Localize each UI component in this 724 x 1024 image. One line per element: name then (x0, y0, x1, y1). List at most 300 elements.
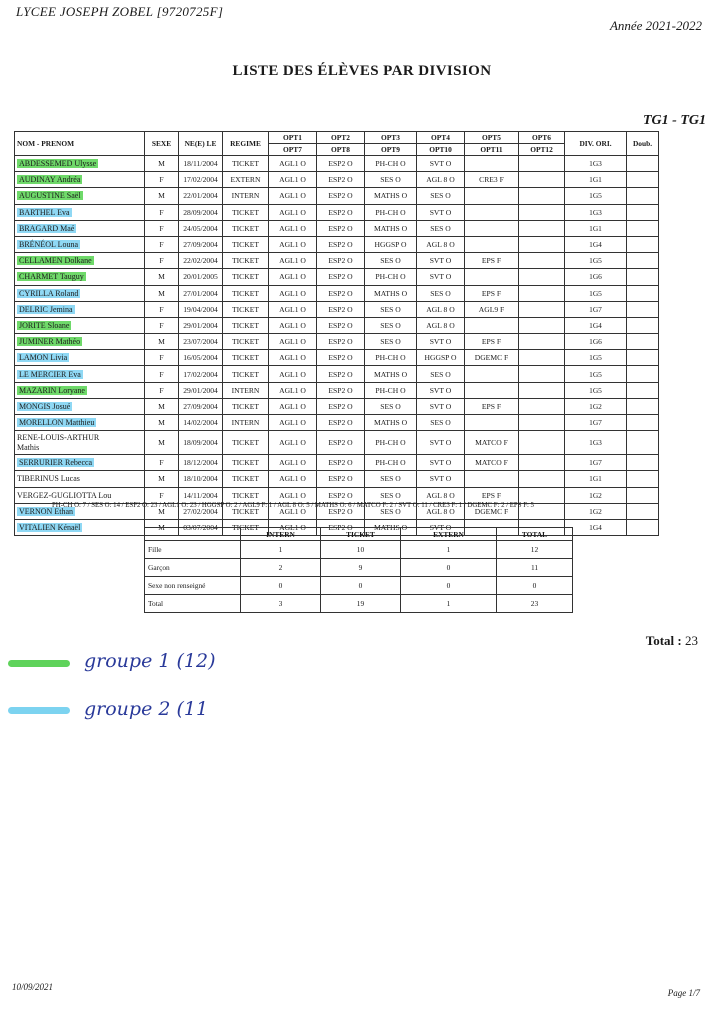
opt4-cell: SES O (417, 366, 465, 382)
col-header-opt9: OPT9 (365, 144, 417, 156)
student-name: MONGIS Josué (19, 401, 71, 411)
page-title: LISTE DES ÉLÈVES PAR DIVISION (232, 63, 492, 79)
regime-cell: TICKET (223, 398, 269, 414)
stats-cell: 0 (321, 577, 401, 595)
student-name: VERGEZ-GUGLIOTTA Lou (17, 490, 112, 500)
doublant-cell (627, 366, 659, 382)
sexe-cell: M (145, 285, 179, 301)
student-name: VERNON Ethan (19, 506, 73, 516)
col-header-opt4: OPT4 (417, 132, 465, 144)
opt2-cell: ESP2 O (317, 253, 365, 269)
opt3-cell: PH-CH O (365, 204, 417, 220)
regime-cell: TICKET (223, 366, 269, 382)
regime-cell: TICKET (223, 317, 269, 333)
opt4-cell: SVT O (417, 519, 465, 535)
regime-cell: TICKET (223, 204, 269, 220)
opt1-cell: AGL1 O (269, 188, 317, 204)
opt1-cell: AGL1 O (269, 519, 317, 535)
opt3-cell: SES O (365, 487, 417, 503)
sexe-cell: F (145, 487, 179, 503)
sexe-cell: M (145, 334, 179, 350)
regime-cell: TICKET (223, 519, 269, 535)
opt2-cell: ESP2 O (317, 398, 365, 414)
regime-cell: TICKET (223, 253, 269, 269)
opt4-cell: SVT O (417, 156, 465, 172)
student-name: MAZARIN Loryane (19, 385, 85, 395)
div-origin-cell: 1G5 (565, 285, 627, 301)
birthdate-cell: 18/10/2004 (179, 471, 223, 487)
opt1-cell: AGL1 O (269, 471, 317, 487)
birthdate-cell: 16/05/2004 (179, 350, 223, 366)
opt3-cell: SES O (365, 301, 417, 317)
opt5-cell (465, 204, 519, 220)
col-header-doub: Doub. (627, 132, 659, 156)
sexe-cell: M (145, 415, 179, 431)
student-name: TIBERINUS Lucas (17, 474, 80, 484)
student-name-cell (15, 156, 145, 172)
birthdate-cell: 18/09/2004 (179, 431, 223, 455)
opt1-cell: AGL1 O (269, 204, 317, 220)
opt3-cell: PH-CH O (365, 350, 417, 366)
opt6-cell (519, 398, 565, 414)
stats-row-label: Garçon (145, 559, 241, 577)
opt6-cell (519, 285, 565, 301)
div-origin-cell: 1G1 (565, 471, 627, 487)
stats-header-total: TOTAL (497, 528, 573, 541)
regime-cell: INTERN (223, 188, 269, 204)
doublant-cell (627, 350, 659, 366)
col-header-name: NOM - PRENOM (15, 132, 145, 156)
regime-cell: INTERN (223, 382, 269, 398)
doublant-cell (627, 334, 659, 350)
doublant-cell (627, 471, 659, 487)
opt4-cell: SVT O (417, 334, 465, 350)
regime-cell: TICKET (223, 285, 269, 301)
division-label: TG1 - TG1 (643, 113, 706, 128)
opt1-cell: AGL1 O (269, 156, 317, 172)
student-name-cell (15, 415, 145, 431)
opt2-cell: ESP2 O (317, 487, 365, 503)
div-origin-cell: 1G5 (565, 382, 627, 398)
student-name-cell (15, 350, 145, 366)
stats-rows (145, 541, 573, 613)
opt6-cell (519, 172, 565, 188)
opt3-cell: HGGSP O (365, 236, 417, 252)
sexe-cell: M (145, 398, 179, 414)
opt6-cell (519, 334, 565, 350)
stats-cell: 19 (321, 595, 401, 613)
stats-cell: 2 (241, 559, 321, 577)
opt2-cell: ESP2 O (317, 156, 365, 172)
opt5-cell: MATCO F (465, 431, 519, 455)
stats-cell: 11 (497, 559, 573, 577)
opt4-cell: SES O (417, 220, 465, 236)
opt5-cell (465, 156, 519, 172)
birthdate-cell: 18/11/2004 (179, 156, 223, 172)
student-name: AUGUSTINE Saël (19, 191, 81, 201)
opt5-cell (465, 471, 519, 487)
opt4-cell: AGL 8 O (417, 487, 465, 503)
footer-page-number: Page 1/7 (667, 988, 700, 998)
doublant-cell (627, 301, 659, 317)
doublant-cell (627, 156, 659, 172)
opt5-cell: AGL9 F (465, 301, 519, 317)
opt6-cell (519, 301, 565, 317)
birthdate-cell: 20/01/2005 (179, 269, 223, 285)
doublant-cell (627, 503, 659, 519)
table-row (15, 236, 659, 252)
opt6-cell (519, 350, 565, 366)
birthdate-cell: 22/01/2004 (179, 188, 223, 204)
opt2-cell: ESP2 O (317, 471, 365, 487)
regime-cell: TICKET (223, 431, 269, 455)
sexe-cell: M (145, 156, 179, 172)
opt5-cell (465, 366, 519, 382)
student-name-cell (15, 334, 145, 350)
doublant-cell (627, 253, 659, 269)
opt2-cell: ESP2 O (317, 350, 365, 366)
opt6-cell (519, 269, 565, 285)
student-name: DELRIC Jemina (19, 304, 73, 314)
opt5-cell (465, 415, 519, 431)
opt1-cell: AGL1 O (269, 398, 317, 414)
div-origin-cell: 1G4 (565, 519, 627, 535)
sexe-cell: M (145, 471, 179, 487)
birthdate-cell: 19/04/2004 (179, 301, 223, 317)
student-name-cell (15, 431, 145, 455)
birthdate-cell: 27/01/2004 (179, 285, 223, 301)
opt1-cell: AGL1 O (269, 285, 317, 301)
doublant-cell (627, 172, 659, 188)
sexe-cell: M (145, 188, 179, 204)
col-header-opt3: OPT3 (365, 132, 417, 144)
div-origin-cell: 1G7 (565, 301, 627, 317)
regime-cell: TICKET (223, 334, 269, 350)
student-name-cell (15, 366, 145, 382)
stats-row (145, 595, 573, 613)
opt6-cell (519, 204, 565, 220)
student-name: CYRILLA Roland (19, 288, 79, 298)
student-name-cell (15, 172, 145, 188)
group2-handwritten-note: groupe 2 (11 (84, 698, 209, 720)
group2-color-swatch (8, 707, 70, 714)
student-name-cell (15, 269, 145, 285)
student-name: AUDINAY Andréa (19, 175, 81, 185)
opt5-cell (465, 188, 519, 204)
col-header-sexe: SEXE (145, 132, 179, 156)
opt5-cell: EPS F (465, 487, 519, 503)
student-name: MORELLON Matthieu (19, 418, 95, 428)
opt3-cell: SES O (365, 317, 417, 333)
opt4-cell: SES O (417, 188, 465, 204)
div-origin-cell: 1G3 (565, 431, 627, 455)
stats-table (144, 527, 573, 613)
regime-cell: TICKET (223, 156, 269, 172)
opt1-cell: AGL1 O (269, 269, 317, 285)
student-name: CHARMET Tauguy (19, 272, 84, 282)
opt4-cell: AGL 8 O (417, 317, 465, 333)
birthdate-cell: 17/02/2004 (179, 366, 223, 382)
div-origin-cell: 1G6 (565, 334, 627, 350)
opt5-cell: DGEMC F (465, 503, 519, 519)
doublant-cell (627, 285, 659, 301)
opt5-cell: EPS F (465, 285, 519, 301)
regime-cell: TICKET (223, 471, 269, 487)
opt4-cell: SVT O (417, 269, 465, 285)
opt3-cell: SES O (365, 253, 417, 269)
sexe-cell: M (145, 431, 179, 455)
stats-header-extern: EXTERN (401, 528, 497, 541)
opt1-cell: AGL1 O (269, 350, 317, 366)
sexe-cell: F (145, 172, 179, 188)
total-count (646, 633, 698, 649)
opt4-cell: SVT O (417, 471, 465, 487)
opt5-cell (465, 269, 519, 285)
doublant-cell (627, 487, 659, 503)
regime-cell: TICKET (223, 301, 269, 317)
table-row (15, 269, 659, 285)
opt2-cell: ESP2 O (317, 431, 365, 455)
opt1-cell: AGL1 O (269, 172, 317, 188)
div-origin-cell: 1G3 (565, 204, 627, 220)
opt2-cell: ESP2 O (317, 188, 365, 204)
opt3-cell: PH-CH O (365, 269, 417, 285)
div-origin-cell: 1G2 (565, 398, 627, 414)
student-name: JORITE Sloane (19, 320, 70, 330)
opt6-cell (519, 415, 565, 431)
birthdate-cell: 24/05/2004 (179, 220, 223, 236)
opt1-cell: AGL1 O (269, 503, 317, 519)
student-name: ABDESSEMED Ulysse (19, 159, 97, 169)
table-row (15, 415, 659, 431)
doublant-cell (627, 269, 659, 285)
opt4-cell: SVT O (417, 253, 465, 269)
stats-cell: 1 (401, 595, 497, 613)
col-header-opt2: OPT2 (317, 132, 365, 144)
opt1-cell: AGL1 O (269, 455, 317, 471)
opt6-cell (519, 156, 565, 172)
table-row (15, 382, 659, 398)
opt5-cell: EPS F (465, 398, 519, 414)
student-name: BARTHEL Eva (19, 207, 70, 217)
birthdate-cell: 27/09/2004 (179, 236, 223, 252)
regime-cell: TICKET (223, 487, 269, 503)
doublant-cell (627, 519, 659, 535)
school-name: LYCEE JOSEPH ZOBEL [9720725F] (16, 4, 224, 19)
opt1-cell: AGL1 O (269, 301, 317, 317)
student-table (14, 131, 659, 536)
col-header-regime: REGIME (223, 132, 269, 156)
sexe-cell: F (145, 382, 179, 398)
stats-cell: 1 (241, 541, 321, 559)
div-origin-cell: 1G2 (565, 487, 627, 503)
table-row (15, 366, 659, 382)
col-header-opt1: OPT1 (269, 132, 317, 144)
student-name-cell (15, 471, 145, 487)
stats-cell: 0 (497, 577, 573, 595)
opt4-cell: SVT O (417, 455, 465, 471)
opt2-cell: ESP2 O (317, 455, 365, 471)
opt2-cell: ESP2 O (317, 334, 365, 350)
opt1-cell: AGL1 O (269, 317, 317, 333)
table-row (15, 204, 659, 220)
opt5-cell: MATCO F (465, 455, 519, 471)
opt3-cell: PH-CH O (365, 156, 417, 172)
div-origin-cell: 1G7 (565, 455, 627, 471)
table-row (15, 156, 659, 172)
stats-row-label: Fille (145, 541, 241, 559)
div-origin-cell: 1G3 (565, 156, 627, 172)
student-name-cell (15, 301, 145, 317)
opt2-cell: ESP2 O (317, 236, 365, 252)
student-name-cell (15, 398, 145, 414)
opt2-cell: ESP2 O (317, 415, 365, 431)
div-origin-cell: 1G5 (565, 350, 627, 366)
col-header-ne: NE(E) LE (179, 132, 223, 156)
stats-cell: 3 (241, 595, 321, 613)
student-rows (15, 156, 659, 536)
table-row (15, 253, 659, 269)
opt3-cell: MATHS O (365, 220, 417, 236)
opt4-cell: HGGSP O (417, 350, 465, 366)
birthdate-cell: 03/07/2004 (179, 519, 223, 535)
sexe-cell: F (145, 350, 179, 366)
opt5-cell: DGEMC F (465, 350, 519, 366)
sexe-cell: M (145, 269, 179, 285)
opt1-cell: AGL1 O (269, 253, 317, 269)
opt3-cell: MATHS O (365, 415, 417, 431)
opt6-cell (519, 188, 565, 204)
regime-cell: TICKET (223, 503, 269, 519)
div-origin-cell: 1G5 (565, 366, 627, 382)
opt2-cell: ESP2 O (317, 269, 365, 285)
opt4-cell: SVT O (417, 431, 465, 455)
stats-cell: 23 (497, 595, 573, 613)
birthdate-cell: 17/02/2004 (179, 172, 223, 188)
stats-cell: 0 (241, 577, 321, 595)
regime-cell: TICKET (223, 236, 269, 252)
opt3-cell: SES O (365, 471, 417, 487)
opt2-cell: ESP2 O (317, 204, 365, 220)
opt3-cell: PH-CH O (365, 431, 417, 455)
table-row (15, 172, 659, 188)
footer-date: 10/09/2021 (12, 982, 54, 992)
div-origin-cell: 1G4 (565, 317, 627, 333)
total-value: 23 (685, 633, 698, 648)
opt3-cell: SES O (365, 503, 417, 519)
table-row (15, 350, 659, 366)
table-header (15, 132, 659, 156)
opt6-cell (519, 455, 565, 471)
opt2-cell: ESP2 O (317, 301, 365, 317)
stats-row (145, 577, 573, 595)
sexe-cell: F (145, 236, 179, 252)
student-name: VITALIEN Kénaël (19, 523, 81, 533)
col-header-opt8: OPT8 (317, 144, 365, 156)
opt3-cell: PH-CH O (365, 455, 417, 471)
sexe-cell: F (145, 317, 179, 333)
birthdate-cell: 29/01/2004 (179, 317, 223, 333)
student-name-cell (15, 382, 145, 398)
div-origin-cell: 1G6 (565, 269, 627, 285)
sexe-cell: F (145, 220, 179, 236)
opt6-cell (519, 431, 565, 455)
opt6-cell (519, 317, 565, 333)
opt6-cell (519, 253, 565, 269)
opt5-cell: EPS F (465, 253, 519, 269)
opt1-cell: AGL1 O (269, 220, 317, 236)
opt6-cell (519, 487, 565, 503)
student-name-cell (15, 285, 145, 301)
total-label: Total : (645, 633, 682, 648)
doublant-cell (627, 220, 659, 236)
student-name-cell (15, 236, 145, 252)
div-origin-cell: 1G2 (565, 503, 627, 519)
col-header-div: DIV. ORI. (565, 132, 627, 156)
stats-cell: 0 (401, 577, 497, 595)
div-origin-cell: 1G1 (565, 172, 627, 188)
options-summary: PH-CH O: 7 / SES O: 14 / ESP2 O: 23 / AGL1 O: 23 / HGGSP O: 2 / AGL9 F: 1 / AGL 8 O: 5 / MATHS O: 6 / MATCO F: 2 / SVT O: 11 / CRE3 F: 1 / DGEMC F: 2 / EPS F: 5 (52, 502, 534, 509)
col-header-opt6: OPT6 (519, 132, 565, 144)
opt1-cell: AGL1 O (269, 334, 317, 350)
opt1-cell: AGL1 O (269, 431, 317, 455)
sexe-cell: M (145, 519, 179, 535)
student-name: JUMINER Mathéo (19, 337, 81, 347)
stats-cell: 1 (401, 541, 497, 559)
sexe-cell: F (145, 366, 179, 382)
doublant-cell (627, 415, 659, 431)
student-name: CELLAMEN Dolkane (19, 256, 92, 266)
opt3-cell: PH-CH O (365, 382, 417, 398)
table-row (15, 317, 659, 333)
div-origin-cell: 1G5 (565, 188, 627, 204)
col-header-opt11: OPT11 (465, 144, 519, 156)
opt2-cell: ESP2 O (317, 285, 365, 301)
opt3-cell: MATHS O (365, 519, 417, 535)
opt2-cell: ESP2 O (317, 519, 365, 535)
opt3-cell: MATHS O (365, 188, 417, 204)
regime-cell: TICKET (223, 269, 269, 285)
doublant-cell (627, 398, 659, 414)
sexe-cell: F (145, 301, 179, 317)
student-name: LE MERCIER Eva (19, 369, 81, 379)
regime-cell: INTERN (223, 415, 269, 431)
table-row (15, 301, 659, 317)
sexe-cell: F (145, 253, 179, 269)
opt4-cell: AGL 8 O (417, 301, 465, 317)
opt1-cell: AGL1 O (269, 236, 317, 252)
opt2-cell: ESP2 O (317, 220, 365, 236)
opt6-cell (519, 220, 565, 236)
student-name-cell (15, 519, 145, 535)
group1-color-swatch (8, 660, 70, 667)
div-origin-cell: 1G5 (565, 253, 627, 269)
doublant-cell (627, 188, 659, 204)
birthdate-cell: 23/07/2004 (179, 334, 223, 350)
student-name: LAMON Livia (19, 353, 68, 363)
regime-cell: TICKET (223, 455, 269, 471)
div-origin-cell: 1G7 (565, 415, 627, 431)
doublant-cell (627, 236, 659, 252)
table-row (15, 220, 659, 236)
student-firstname: Mathis (17, 442, 40, 452)
table-row (15, 431, 659, 455)
birthdate-cell: 27/02/2004 (179, 503, 223, 519)
student-name: BRÉNÉOL Louna (19, 240, 79, 250)
table-row (15, 487, 659, 503)
opt4-cell: AGL 8 O (417, 236, 465, 252)
birthdate-cell: 14/11/2004 (179, 487, 223, 503)
